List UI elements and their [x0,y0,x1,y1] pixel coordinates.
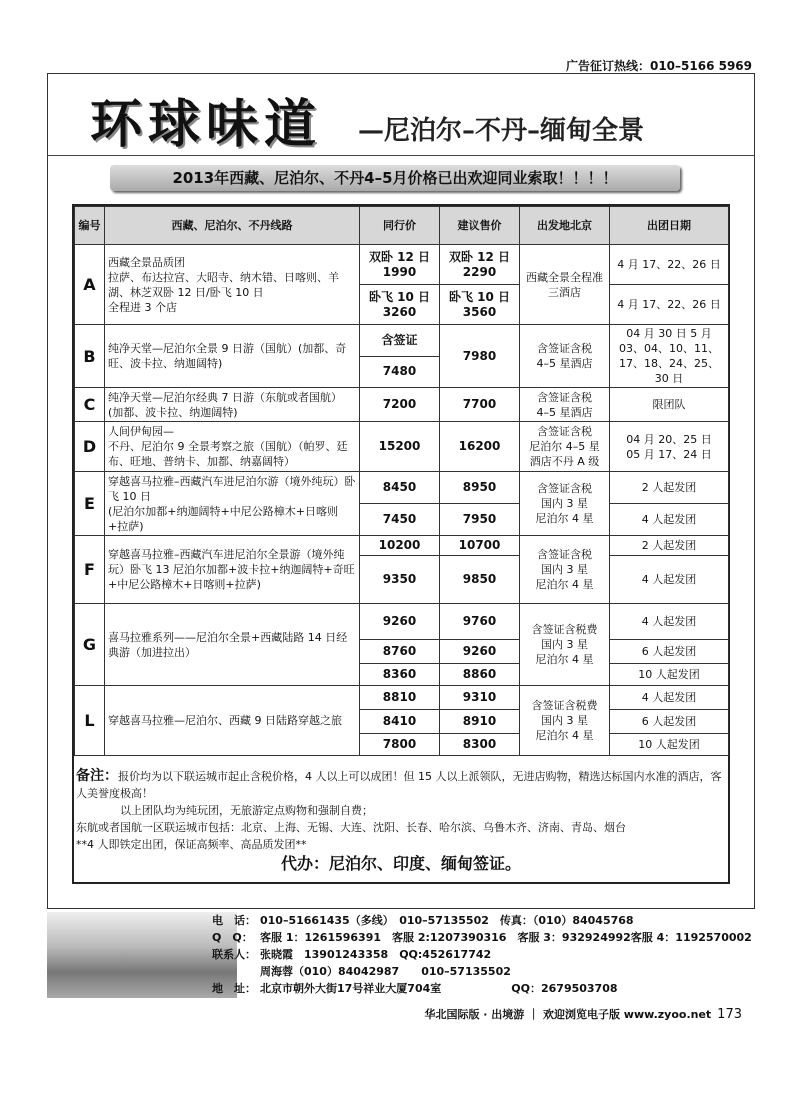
th-peer: 同行价 [360,207,440,245]
row-suggest: 卧飞 10 日 3560 [440,285,520,325]
row-depart: 含签证含税 国内 3 星 尼泊尔 4 星 [520,536,610,604]
row-peer: 8360 [360,664,440,686]
row-suggest: 9310 [440,686,520,710]
title-main: 环球味道 [90,94,323,155]
row-peer: 9260 [360,604,440,640]
row-route: 西藏全景品质团 拉萨、布达拉宫、大昭寺、纳木错、日喀则、羊湖、林芝双卧 12 日/卧飞 10 日 全程进 3 个店 [105,245,360,325]
row-suggest: 7950 [440,504,520,536]
row-code: C [75,388,105,422]
row-route: 喜马拉雅系列——尼泊尔全景+西藏陆路 14 日经典游（加进拉出） [105,604,360,686]
phone-key: 电 话： [212,914,256,927]
row-peer: 7800 [360,734,440,756]
page-footer [424,1006,742,1022]
price-table [74,206,729,756]
row-dates: 2 人起发团 [610,472,729,504]
row-suggest: 9260 [440,640,520,664]
row-peer: 8450 [360,472,440,504]
row-dates: 6 人起发团 [610,710,729,734]
row-depart: 含签证含税费 国内 3 星 尼泊尔 4 星 [520,686,610,756]
row-peer: 8760 [360,640,440,664]
row-dates: 10 人起发团 [610,734,729,756]
row-peer: 15200 [360,422,440,472]
row-dates: 4 人起发团 [610,686,729,710]
row-peer: 双卧 12 日 1990 [360,245,440,285]
table-row [75,388,729,422]
title-sub: —尼泊尔–不丹–缅甸全景 [358,116,645,146]
row-suggest: 9760 [440,604,520,640]
row-code: F [75,536,105,604]
row-route: 人间伊甸园— 不丹、尼泊尔 9 全景考察之旅（国航）（帕罗、廷布、旺地、普纳卡、加都、纳嘉阔特） [105,422,360,472]
ad-hotline: 广告征订热线：010–5166 5969 [565,59,752,73]
th-no: 编号 [75,207,105,245]
row-peer: 卧飞 10 日 3260 [360,285,440,325]
row-dates: 6 人起发团 [610,640,729,664]
prayer-wheel-photo [47,912,237,998]
notes-line1: 报价均为以下联运城市起止含税价格，4 人以上可以成团！但 15 人以上派领队，无进店购物，精选达标国内水准的酒店，客人美誉度极高！ [76,770,722,800]
table-row [75,604,729,640]
row-dates: 4 月 17、22、26 日 [610,245,729,285]
row-depart: 含签证含税 4–5 星酒店 [520,325,610,388]
qq: 客服 1：1261596391 客服 2:1207390316 客服 3：932924992客服 4：1192570002 [260,931,752,944]
row-dates: 04 月 20、25 日 05 月 17、24 日 [610,422,729,472]
row-code: E [75,472,105,536]
row-code: D [75,422,105,472]
row-dates: 4 月 17、22、26 日 [610,285,729,325]
row-suggest: 9850 [440,556,520,604]
row-peer: 10200 [360,536,440,556]
row-depart: 西藏全景全程准三酒店 [520,245,610,325]
row-dates: 2 人起发团 [610,536,729,556]
divider [47,155,755,156]
row-suggest: 8300 [440,734,520,756]
row-suggest: 7700 [440,388,520,422]
row-suggest: 双卧 12 日 2290 [440,245,520,285]
row-code: A [75,245,105,325]
table-row [75,245,729,285]
row-dates: 10 人起发团 [610,664,729,686]
row-peer: 7200 [360,388,440,422]
notes-line2: 以上团队均为纯玩团，无旅游定点购物和强制自费； [120,804,373,817]
row-peer: 7480 [360,356,440,388]
qq-key: Q Q： [212,931,253,944]
row-peer: 8810 [360,686,440,710]
th-dates: 出团日期 [610,207,729,245]
th-depart: 出发地北京 [520,207,610,245]
phone: 010–51661435（多线） 010–57135502 传真：（010）84045768 [260,914,634,927]
visa-agent: 代办：尼泊尔、印度、缅甸签证。 [280,854,521,873]
notes-label: 备注： [76,768,118,784]
notes [76,768,726,872]
row-peer: 含签证 [360,325,440,357]
row-dates: 4 人起发团 [610,604,729,640]
row-dates: 4 人起发团 [610,556,729,604]
th-suggest: 建议售价 [440,207,520,245]
row-depart: 含签证含税 国内 3 星 尼泊尔 4 星 [520,472,610,536]
row-dates: 4 人起发团 [610,504,729,536]
person1: 张晓霞 13901243358 QQ:452617742 [260,948,492,961]
row-route: 穿越喜马拉雅–西藏汽车进尼泊尔游（境外纯玩）卧飞 10 日 (尼泊尔加都+纳迦阔特+中尼公路樟木+日喀则+拉萨) [105,472,360,536]
page-number: 173 [717,1007,742,1022]
row-peer: 8410 [360,710,440,734]
address: 北京市朝外大街17号祥业大厦704室 [260,982,442,995]
addr-key: 地 址： [212,982,256,995]
row-route: 穿越喜马拉雅—尼泊尔、西藏 9 日陆路穿越之旅 [105,686,360,756]
qq2: QQ：2679503708 [511,982,618,995]
table-row [75,536,729,556]
footer-text: 华北国际版 · 出境游 ｜ 欢迎浏览电子版 www.zyoo.net [424,1008,712,1021]
row-suggest: 7980 [440,325,520,388]
table-row [75,325,729,357]
row-depart: 含签证含税 尼泊尔 4–5 星 酒店不丹 A 级 [520,422,610,472]
row-route: 纯净天堂—尼泊尔全景 9 日游（国航）(加都、奇旺、波卡拉、纳迦阔特) [105,325,360,388]
row-code: B [75,325,105,388]
person2: 周海蓉（010）84042987 010–57135502 [260,965,511,978]
table-row [75,686,729,710]
th-route: 西藏、尼泊尔、不丹线路 [105,207,360,245]
row-suggest: 10700 [440,536,520,556]
table-header [75,207,729,245]
row-peer: 9350 [360,556,440,604]
row-suggest: 8860 [440,664,520,686]
contact-footer [47,912,755,998]
row-route: 纯净天堂—尼泊尔经典 7 日游（东航或者国航）(加都、波卡拉、纳迦阔特) [105,388,360,422]
table-row [75,422,729,472]
row-dates: 限团队 [610,388,729,422]
row-route: 穿越喜马拉雅–西藏汽车进尼泊尔全景游（境外纯玩）卧飞 13 尼泊尔加都+波卡拉+纳迦阔特+奇旺+中尼公路樟木+日喀则+拉萨) [105,536,360,604]
notes-line3: 东航或者国航一区联运城市包括：北京、上海、无锡、大连、沈阳、长春、哈尔滨、乌鲁木齐、济南、青岛、烟台 [76,821,626,834]
contact-info [212,912,752,997]
notes-line4: **4 人即铁定出团，保证高频率、高品质发团** [76,838,307,851]
row-dates: 04 月 30 日 5 月 03、04、10、11、17、18、24、25、30 日 [610,325,729,388]
row-depart: 含签证含税费 国内 3 星 尼泊尔 4 星 [520,604,610,686]
price-banner: 2013年西藏、尼泊尔、不丹4–5月价格已出欢迎同业索取！！！！ [110,165,680,191]
row-suggest: 8950 [440,472,520,504]
row-depart: 含签证含税 4–5 星酒店 [520,388,610,422]
row-suggest: 16200 [440,422,520,472]
row-peer: 7450 [360,504,440,536]
row-code: L [75,686,105,756]
table-row [75,472,729,504]
row-suggest: 8910 [440,710,520,734]
person-key: 联系人： [212,948,256,961]
row-code: G [75,604,105,686]
